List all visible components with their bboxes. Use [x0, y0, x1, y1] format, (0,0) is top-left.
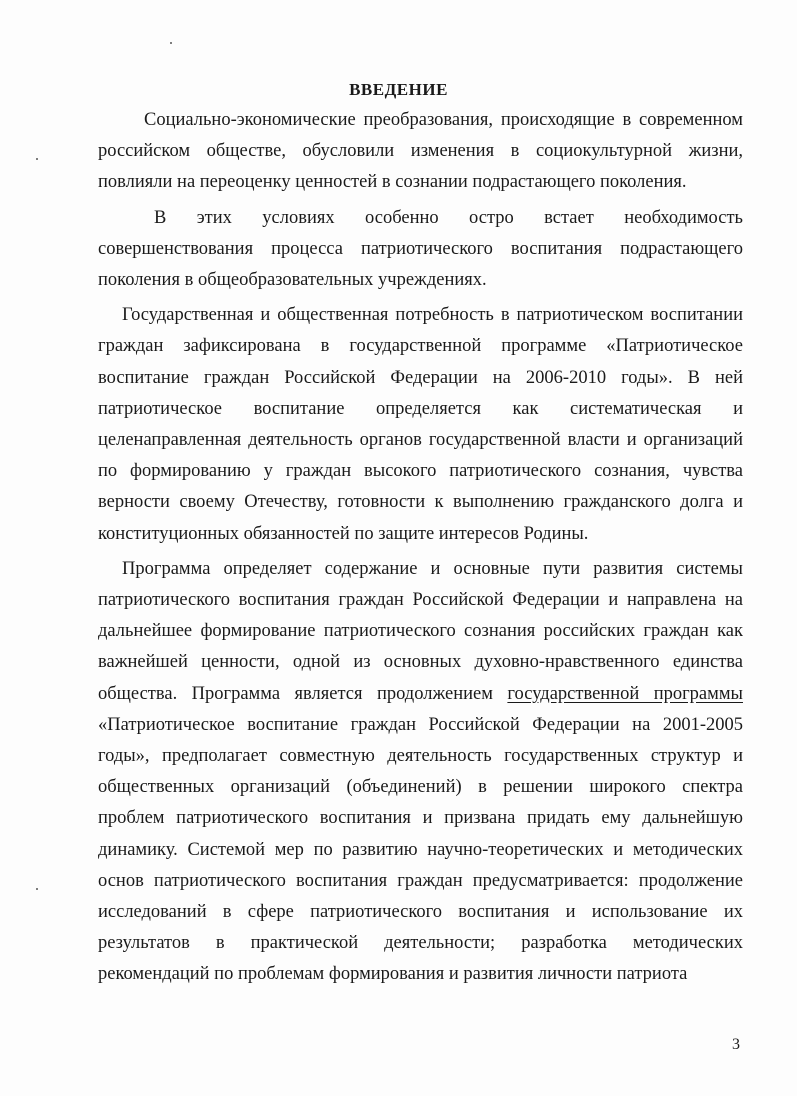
paragraph-4-text-end: «Патриотическое воспитание граждан Российской Федерации на 2001-2005 годы», предполагает совместную деятельность государственных структур и общественных организаций (объединений) в решении широкого спектра проблем патриотического воспитания и призвана придать ему дальнейшую динамику. Системой мер по развитию научно-теоретических и методических основ патриотического воспитания граждан предусматривается: продолжение исследований в сфере патриотического воспитания и использование их результатов в практической деятельности; разработка методических рекомендаций по проблемам формирования и развития личности патриота — [98, 714, 743, 985]
state-program-link[interactable]: государственной программы — [507, 683, 743, 704]
paragraph-3: Государственная и общественная потребность в патриотическом воспитании граждан зафиксирована в государственной программе «Патриотическое воспитание граждан Российской Федерации на 2006-2010 годы». В ней патриотическое воспитание определяется как систематическая и целенаправленная деятельность органов государственной власти и организаций по формированию у граждан высокого патриотического сознания, чувства верности своему Отечеству, готовности к выполнению гражданского долга и конституционных обязанностей по защите интересов Родины. — [98, 305, 743, 544]
document-heading: ВВЕДЕНИЕ — [349, 80, 448, 99]
page-number: 3 — [732, 1036, 740, 1053]
paragraph-4-text-start: Программа определяет содержание и основные пути развития системы патриотического воспитания граждан Российской Федерации и направлена на дальнейшее формирование патриотического сознания российских граждан как важнейшей ценности, одной из основных духовно-нравственного единства общества. Программа является продолжением — [98, 558, 743, 704]
scan-speck — [170, 42, 172, 44]
scan-speck — [36, 888, 38, 890]
document-body — [98, 105, 743, 991]
paragraph-2: В этих условиях особенно остро встает необходимость совершенствования процесса патриотического воспитания подрастающего поколения в общеобразовательных учреждениях. — [98, 207, 743, 291]
paragraph-1: Социально-экономические преобразования, происходящие в современном российском обществе, обусловили изменения в социокультурной жизни, повлияли на переоценку ценностей в сознании подрастающего поколения. — [98, 110, 743, 193]
scan-speck — [36, 158, 38, 160]
paragraph-4 — [98, 554, 743, 991]
